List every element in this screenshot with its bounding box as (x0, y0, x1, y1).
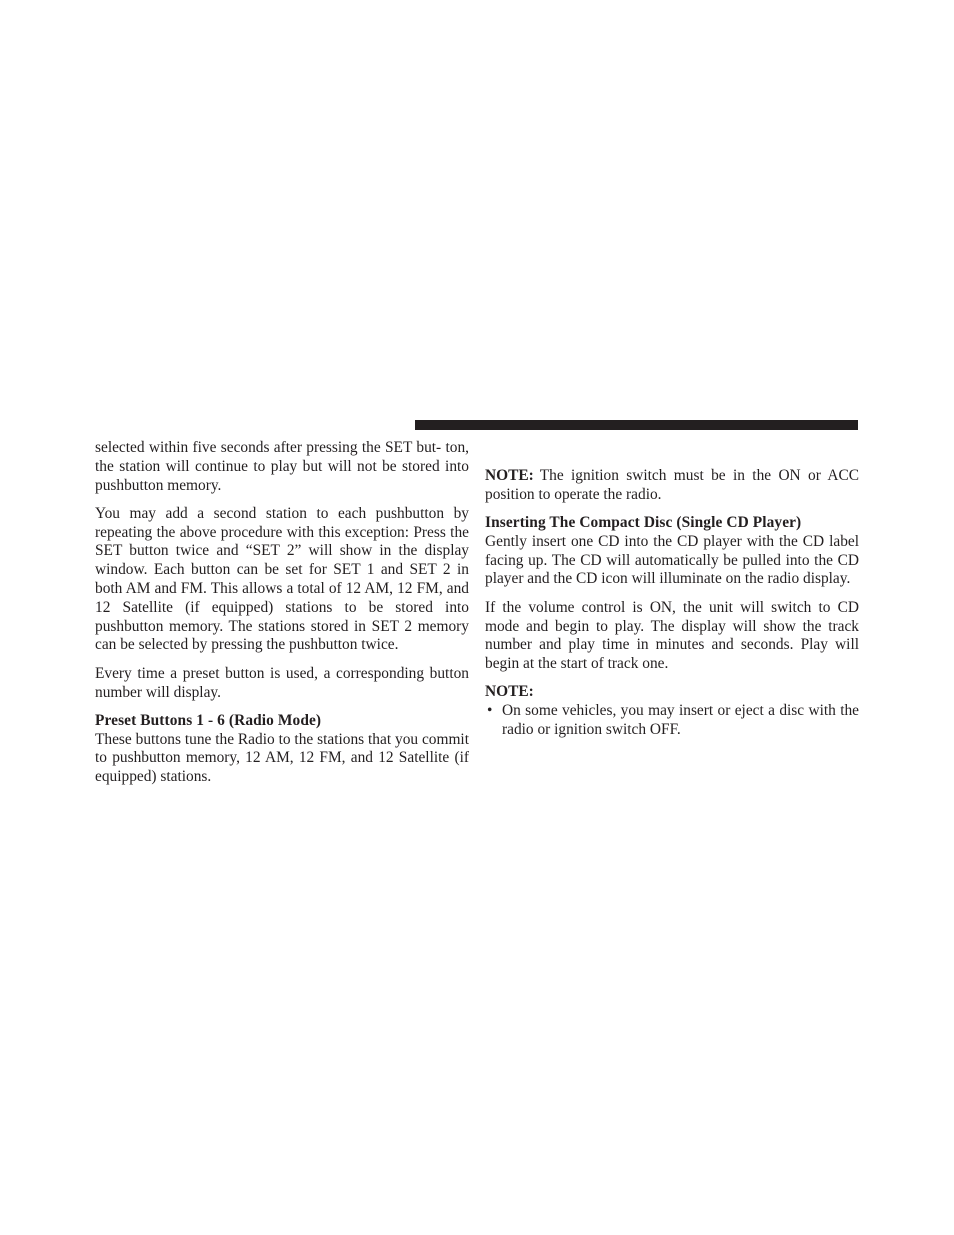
paragraph-preset-display: Every time a preset button is used, a corresponding button number will display. (95, 664, 469, 701)
list-item-text: On some vehicles, you may insert or eject a disc with the radio or ignition switch OFF. (502, 702, 859, 739)
paragraph-second-station: You may add a second station to each pushbutton by repeating the above procedure with this exception: Press the SET button twice and “SET 2” will show in the display window. Each button can be set for SET 1 and SET 2 in both AM and FM. This allows a total of 12 AM, 12 FM, and 12 Satellite (if equipped) stations to be stored into pushbutton memory. The stations stored in SET 2 memory can be selected by pressing the pushbutton twice. (95, 504, 469, 654)
note-ignition (485, 467, 859, 505)
note-ignition-text: The ignition switch must be in the ON or ACC position to operate the radio. (485, 467, 859, 503)
paragraph-insert-cd: Gently insert one CD into the CD player with the CD label facing up. The CD will automatically be pulled into the CD player and the CD icon will illuminate on the radio display. (485, 532, 859, 588)
left-column (95, 439, 469, 797)
right-column (485, 467, 859, 740)
section-header-bar (415, 420, 858, 430)
paragraph-preset-buttons: These buttons tune the Radio to the stations that you commit to pushbutton memory, 12 AM, 12 FM, and 12 Satellite (if equipped) stations. (95, 730, 469, 786)
heading-preset-buttons: Preset Buttons 1 - 6 (Radio Mode) (95, 711, 322, 729)
note-label: NOTE: (485, 467, 534, 484)
bullet-icon: • (487, 702, 493, 720)
note-label-block (485, 683, 859, 702)
list-item (485, 702, 859, 740)
heading-inserting-cd: Inserting The Compact Disc (Single CD Player) (485, 514, 802, 532)
note-bullet-list (485, 702, 859, 740)
note-label: NOTE: (485, 683, 534, 701)
paragraph-volume-on: If the volume control is ON, the unit will switch to CD mode and begin to play. The display will show the track number and play time in minutes and seconds. Play will begin at the start of track one. (485, 598, 859, 673)
paragraph-set-button-timeout: selected within five seconds after pressing the SET but- ton, the station will continue to play but will not be stored into pushbutton memory. (95, 439, 469, 494)
